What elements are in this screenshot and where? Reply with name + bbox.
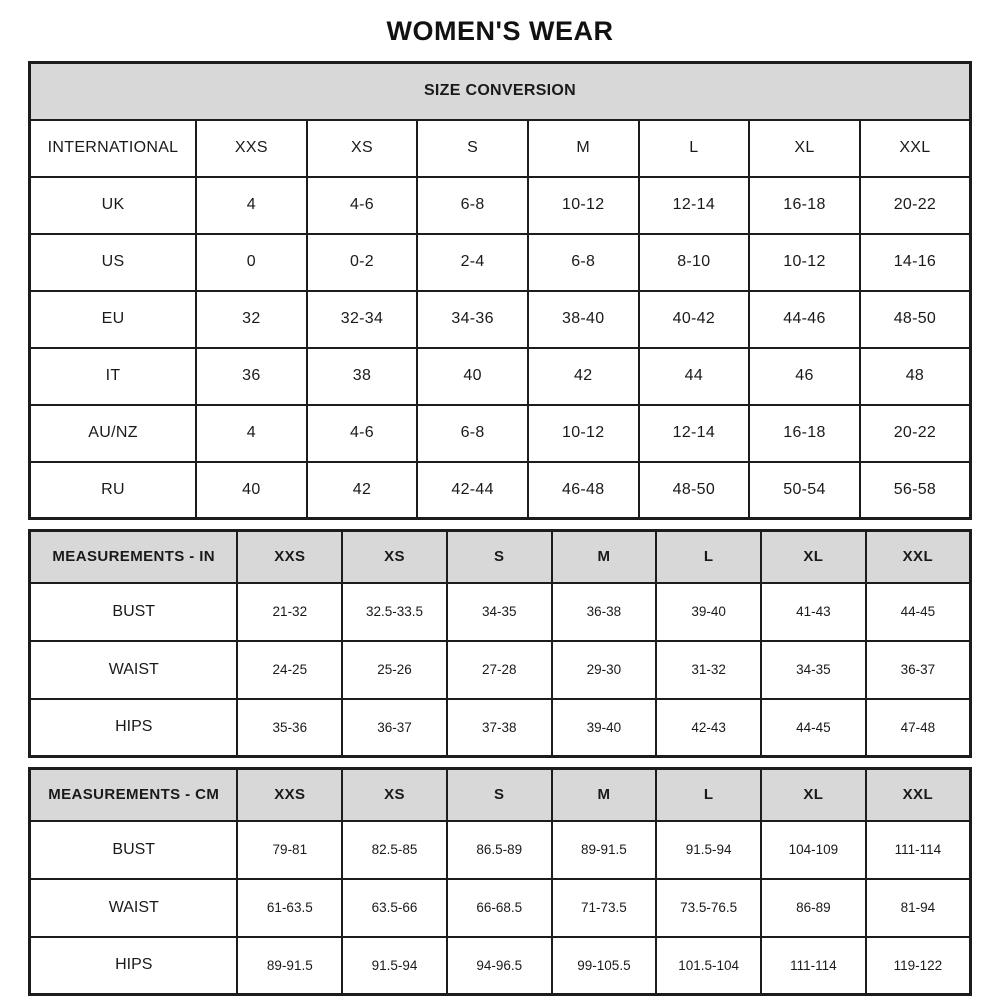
size-cell: 2-4 — [417, 234, 528, 291]
size-cell: 44 — [639, 348, 750, 405]
size-cell: 6-8 — [417, 405, 528, 462]
size-cell: 38 — [307, 348, 418, 405]
size-cell: 50-54 — [749, 462, 860, 519]
row-label: UK — [30, 177, 197, 234]
size-cell: 40 — [196, 462, 307, 519]
measure-cell: 34-35 — [447, 583, 552, 641]
table-row — [30, 234, 971, 291]
size-cell: 46 — [749, 348, 860, 405]
size-cell: 44-46 — [749, 291, 860, 348]
table-row — [30, 879, 971, 937]
column-header: L — [656, 531, 761, 583]
size-cell: 36 — [196, 348, 307, 405]
row-label: HIPS — [30, 699, 238, 757]
measurements-cm-header: MEASUREMENTS - CM — [30, 769, 238, 821]
measure-cell: 39-40 — [656, 583, 761, 641]
table-row — [30, 699, 971, 757]
measure-cell: 44-45 — [761, 699, 866, 757]
size-cell: 32-34 — [307, 291, 418, 348]
size-cell: 38-40 — [528, 291, 639, 348]
measure-cell: 79-81 — [237, 821, 342, 879]
measure-cell: 61-63.5 — [237, 879, 342, 937]
size-cell: 34-36 — [417, 291, 528, 348]
table-row — [30, 583, 971, 641]
table-row — [30, 769, 971, 821]
table-row — [30, 821, 971, 879]
column-header: XL — [761, 531, 866, 583]
table-row — [30, 405, 971, 462]
size-cell: 48-50 — [860, 291, 971, 348]
measure-cell: 24-25 — [237, 641, 342, 699]
measure-cell: 41-43 — [761, 583, 866, 641]
table-row — [30, 531, 971, 583]
size-cell: 42 — [307, 462, 418, 519]
size-cell: 46-48 — [528, 462, 639, 519]
measure-cell: 34-35 — [761, 641, 866, 699]
column-header: XXS — [237, 531, 342, 583]
measure-cell: 89-91.5 — [552, 821, 657, 879]
size-cell: 4-6 — [307, 177, 418, 234]
size-cell: 10-12 — [528, 177, 639, 234]
row-label: BUST — [30, 821, 238, 879]
column-header: XXL — [866, 531, 971, 583]
measure-cell: 91.5-94 — [342, 937, 447, 995]
size-cell: 12-14 — [639, 177, 750, 234]
measure-cell: 71-73.5 — [552, 879, 657, 937]
measure-cell: 31-32 — [656, 641, 761, 699]
size-cell: 40 — [417, 348, 528, 405]
size-cell: 4 — [196, 405, 307, 462]
measure-cell: 111-114 — [761, 937, 866, 995]
measure-cell: 94-96.5 — [447, 937, 552, 995]
measure-cell: 111-114 — [866, 821, 971, 879]
table-row — [30, 177, 971, 234]
row-label: WAIST — [30, 879, 238, 937]
column-header: S — [417, 120, 528, 177]
size-conversion-header: SIZE CONVERSION — [30, 63, 971, 120]
measurements-in-header: MEASUREMENTS - IN — [30, 531, 238, 583]
column-header: XS — [307, 120, 418, 177]
row-label: HIPS — [30, 937, 238, 995]
row-label: BUST — [30, 583, 238, 641]
measure-cell: 99-105.5 — [552, 937, 657, 995]
measure-cell: 37-38 — [447, 699, 552, 757]
measurements-in-table — [28, 529, 972, 758]
row-label: WAIST — [30, 641, 238, 699]
size-cell: 56-58 — [860, 462, 971, 519]
measure-cell: 29-30 — [552, 641, 657, 699]
row-label: RU — [30, 462, 197, 519]
measure-cell: 104-109 — [761, 821, 866, 879]
measure-cell: 119-122 — [866, 937, 971, 995]
measure-cell: 86-89 — [761, 879, 866, 937]
size-cell: 0-2 — [307, 234, 418, 291]
measure-cell: 47-48 — [866, 699, 971, 757]
size-cell: 0 — [196, 234, 307, 291]
column-header: XXL — [866, 769, 971, 821]
measure-cell: 32.5-33.5 — [342, 583, 447, 641]
size-cell: 4 — [196, 177, 307, 234]
measure-cell: 42-43 — [656, 699, 761, 757]
table-row — [30, 63, 971, 120]
measure-cell: 25-26 — [342, 641, 447, 699]
measure-cell: 36-37 — [866, 641, 971, 699]
size-cell: 16-18 — [749, 177, 860, 234]
size-cell: 42 — [528, 348, 639, 405]
measure-cell: 21-32 — [237, 583, 342, 641]
measure-cell: 73.5-76.5 — [656, 879, 761, 937]
size-cell: 6-8 — [417, 177, 528, 234]
column-header: XXL — [860, 120, 971, 177]
size-cell: 14-16 — [860, 234, 971, 291]
table-row — [30, 291, 971, 348]
size-cell: 4-6 — [307, 405, 418, 462]
column-header: XXS — [237, 769, 342, 821]
size-cell: 8-10 — [639, 234, 750, 291]
size-cell: 48-50 — [639, 462, 750, 519]
column-header: L — [656, 769, 761, 821]
measure-cell: 36-38 — [552, 583, 657, 641]
size-cell: 20-22 — [860, 177, 971, 234]
column-header: INTERNATIONAL — [30, 120, 197, 177]
measure-cell: 39-40 — [552, 699, 657, 757]
measure-cell: 86.5-89 — [447, 821, 552, 879]
measure-cell: 27-28 — [447, 641, 552, 699]
column-header: M — [552, 769, 657, 821]
measure-cell: 81-94 — [866, 879, 971, 937]
size-cell: 6-8 — [528, 234, 639, 291]
size-cell: 16-18 — [749, 405, 860, 462]
measure-cell: 66-68.5 — [447, 879, 552, 937]
column-header: S — [447, 531, 552, 583]
table-row — [30, 641, 971, 699]
column-header: L — [639, 120, 750, 177]
measure-cell: 89-91.5 — [237, 937, 342, 995]
measure-cell: 63.5-66 — [342, 879, 447, 937]
size-cell: 48 — [860, 348, 971, 405]
measure-cell: 101.5-104 — [656, 937, 761, 995]
size-cell: 42-44 — [417, 462, 528, 519]
size-conversion-table — [28, 61, 972, 520]
column-header: XS — [342, 769, 447, 821]
size-cell: 40-42 — [639, 291, 750, 348]
size-cell: 10-12 — [749, 234, 860, 291]
table-row — [30, 462, 971, 519]
size-cell: 20-22 — [860, 405, 971, 462]
column-header: XXS — [196, 120, 307, 177]
row-label: US — [30, 234, 197, 291]
table-row — [30, 348, 971, 405]
row-label: AU/NZ — [30, 405, 197, 462]
row-label: IT — [30, 348, 197, 405]
size-cell: 10-12 — [528, 405, 639, 462]
column-header: M — [528, 120, 639, 177]
column-header: XL — [761, 769, 866, 821]
size-cell: 32 — [196, 291, 307, 348]
measure-cell: 91.5-94 — [656, 821, 761, 879]
measure-cell: 44-45 — [866, 583, 971, 641]
column-header: S — [447, 769, 552, 821]
table-row — [30, 937, 971, 995]
measurements-cm-table — [28, 767, 972, 996]
row-label: EU — [30, 291, 197, 348]
measure-cell: 36-37 — [342, 699, 447, 757]
page-title: WOMEN'S WEAR — [386, 16, 614, 46]
column-header: M — [552, 531, 657, 583]
column-header: XL — [749, 120, 860, 177]
table-row — [30, 120, 971, 177]
size-cell: 12-14 — [639, 405, 750, 462]
measure-cell: 82.5-85 — [342, 821, 447, 879]
measure-cell: 35-36 — [237, 699, 342, 757]
column-header: XS — [342, 531, 447, 583]
